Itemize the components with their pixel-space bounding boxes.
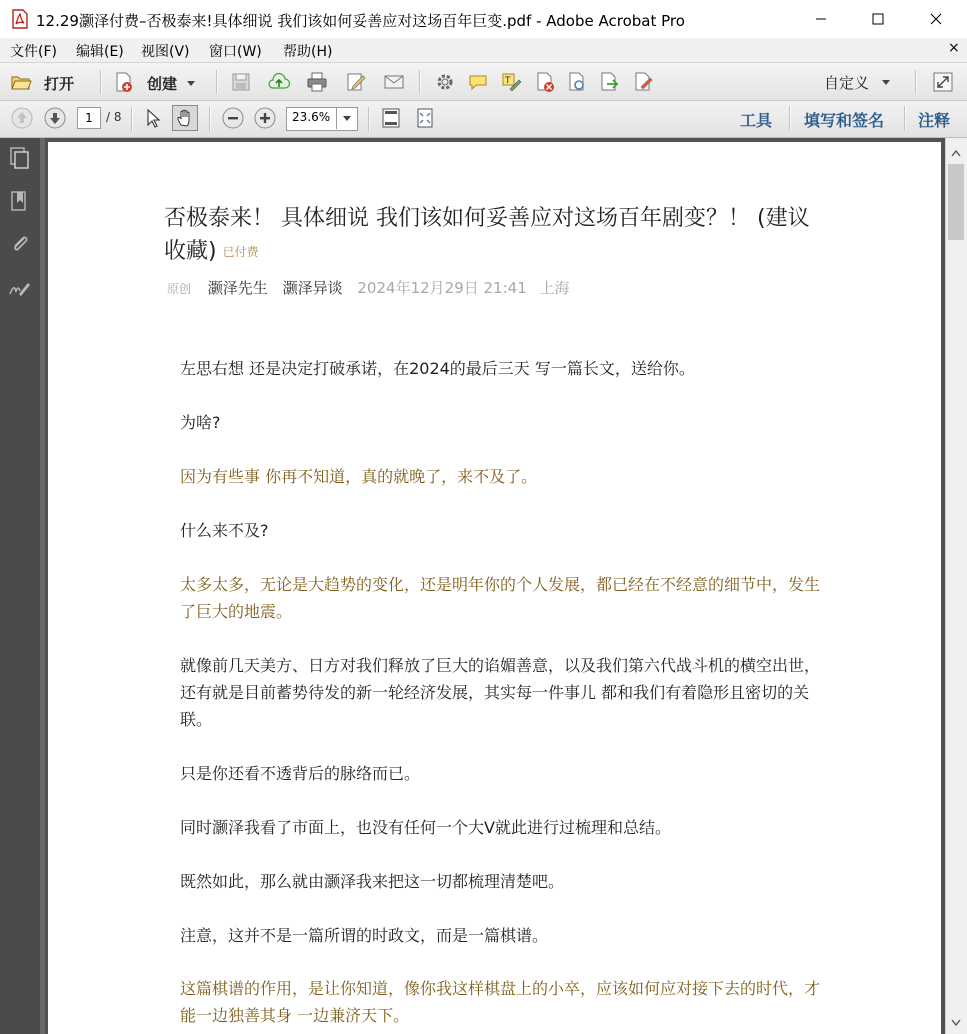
paragraph: 为啥? <box>180 413 221 432</box>
extract-page-icon[interactable] <box>598 71 620 93</box>
bookmark-icon[interactable] <box>8 190 32 214</box>
paragraph: 就像前几天美方、日方对我们释放了巨大的谄媚善意，以及我们第六代战斗机的横空出世，还有就是目前蓄势待发的新一轮经济发展，其实每一件事儿 都和我们有着隐形且密切的关联。 <box>180 656 821 729</box>
save-icon[interactable] <box>230 71 252 93</box>
chevron-down-icon <box>951 1019 961 1027</box>
paragraph: 左思右想 还是决定打破承诺，在2024的最后三天 写一篇长文，送给你。 <box>180 359 695 378</box>
hand-icon <box>175 108 195 128</box>
highlight-text-icon[interactable] <box>500 71 522 93</box>
toolbar-divider <box>368 107 370 131</box>
original-tag: 原创 <box>167 282 192 296</box>
toolbar-divider <box>131 107 133 131</box>
toolbar-divider <box>789 106 791 130</box>
hand-tool-button[interactable] <box>172 105 198 131</box>
scroll-down-button[interactable] <box>948 1016 964 1030</box>
next-page-icon[interactable] <box>44 107 66 129</box>
svg-text:T: T <box>505 76 511 86</box>
menu-view[interactable]: 视图(V) <box>141 44 190 60</box>
tools-panel-button[interactable]: 工具 <box>740 111 773 130</box>
page-number-input[interactable] <box>77 107 101 129</box>
rotate-page-icon[interactable] <box>566 71 588 93</box>
print-icon[interactable] <box>306 71 328 93</box>
location: 上海 <box>539 279 570 297</box>
fill-and-sign-panel-button[interactable]: 填写和签名 <box>804 111 885 130</box>
sign-document-icon[interactable] <box>632 71 654 93</box>
paragraph: 什么来不及? <box>180 521 269 540</box>
toolbar-divider <box>915 70 917 94</box>
upload-cloud-icon[interactable] <box>268 71 290 93</box>
navigation-pane <box>0 138 40 1034</box>
paragraph: 注意，这并不是一篇所谓的时政文，而是一篇棋谱。 <box>180 926 549 945</box>
toolbar-divider <box>216 70 218 94</box>
page-thumbnails-icon[interactable] <box>8 146 32 170</box>
chevron-up-icon <box>951 149 961 157</box>
zoom-dropdown-button[interactable] <box>336 108 356 129</box>
create-label: 创建 <box>147 75 178 93</box>
attachment-paperclip-icon[interactable] <box>8 232 32 256</box>
toolbar-divider <box>419 70 421 94</box>
paragraph: 只是你还看不透背后的脉络而已。 <box>180 764 421 783</box>
fit-width-icon[interactable] <box>414 107 436 129</box>
author-name: 灏泽先生 <box>207 279 268 297</box>
scroll-thumb[interactable] <box>948 164 964 240</box>
close-document-button[interactable]: × <box>948 40 960 56</box>
toolbar-divider <box>100 70 102 94</box>
create-pdf-icon <box>113 71 135 93</box>
chevron-down-icon[interactable] <box>882 80 890 85</box>
comment-panel-button[interactable]: 注释 <box>918 111 951 130</box>
close-window-button[interactable] <box>907 0 965 38</box>
fit-page-icon[interactable] <box>380 107 402 129</box>
gear-icon[interactable] <box>434 71 456 93</box>
paid-badge: 已付费 <box>222 244 259 259</box>
signature-icon[interactable] <box>8 276 32 300</box>
maximize-button[interactable] <box>849 0 907 38</box>
customize-dropdown[interactable]: 自定义 <box>824 74 870 92</box>
vertical-scrollbar[interactable] <box>945 138 967 1034</box>
select-cursor-icon[interactable] <box>142 107 164 129</box>
article-title <box>164 202 824 269</box>
menu-edit[interactable]: 编辑(E) <box>76 44 124 60</box>
account-name: 灏泽异谈 <box>282 279 343 297</box>
scroll-up-button[interactable] <box>948 146 964 160</box>
expand-icon[interactable] <box>932 71 954 93</box>
create-button[interactable] <box>113 70 205 94</box>
menu-help[interactable]: 帮助(H) <box>283 44 333 60</box>
article-title-text: 否极泰来！ 具体细说 我们该如何妥善应对这场百年剧变？！ (建议收藏) <box>164 206 810 264</box>
toolbar-divider <box>209 107 211 131</box>
menu-window[interactable]: 窗口(W) <box>209 44 262 60</box>
previous-page-icon[interactable] <box>11 107 33 129</box>
publish-date: 2024年12月29日 21:41 <box>357 279 527 297</box>
chevron-down-icon <box>343 116 351 121</box>
open-label: 打开 <box>44 75 75 93</box>
paragraph: 既然如此，那么就由灏泽我来把这一切都梳理清楚吧。 <box>180 872 565 891</box>
window-title: 12.29灏泽付费–否极泰来!具体细说 我们该如何妥善应对这场百年巨变.pdf - Adobe Acrobat Pro <box>36 12 685 30</box>
chevron-down-icon <box>187 81 195 86</box>
zoom-level-value: 23.6% <box>292 110 331 124</box>
paragraph: 太多太多，无论是大趋势的变化，还是明年你的个人发展，都已经在不经意的细节中，发生了巨大的地震。 <box>180 575 821 621</box>
email-icon[interactable] <box>383 71 405 93</box>
article-meta <box>167 277 570 298</box>
paragraph: 同时灏泽我看了市面上，也没有任何一个大V就此进行过梳理和总结。 <box>180 818 671 837</box>
menu-file[interactable]: 文件(F) <box>10 44 57 60</box>
paragraph: 这篇棋谱的作用，是让你知道，像你我这样棋盘上的小卒，应该如何应对接下去的时代，才能一边独善其身 一边兼济天下。 <box>180 979 821 1025</box>
maximize-icon <box>872 13 884 25</box>
folder-icon <box>10 71 32 93</box>
edit-document-icon[interactable] <box>345 71 367 93</box>
acrobat-pdf-icon <box>10 9 30 29</box>
zoom-out-icon[interactable] <box>222 107 244 129</box>
toolbar-divider <box>904 106 906 130</box>
delete-page-icon[interactable] <box>534 71 556 93</box>
minimize-button[interactable] <box>792 0 850 38</box>
comment-bubble-icon[interactable] <box>467 71 489 93</box>
paragraph: 因为有些事 你再不知道，真的就晚了，来不及了。 <box>180 467 538 486</box>
close-icon <box>930 13 942 25</box>
minimize-icon <box>815 13 827 25</box>
page-total: / 8 <box>106 110 122 124</box>
open-button[interactable] <box>10 70 100 94</box>
zoom-in-icon[interactable] <box>254 107 276 129</box>
